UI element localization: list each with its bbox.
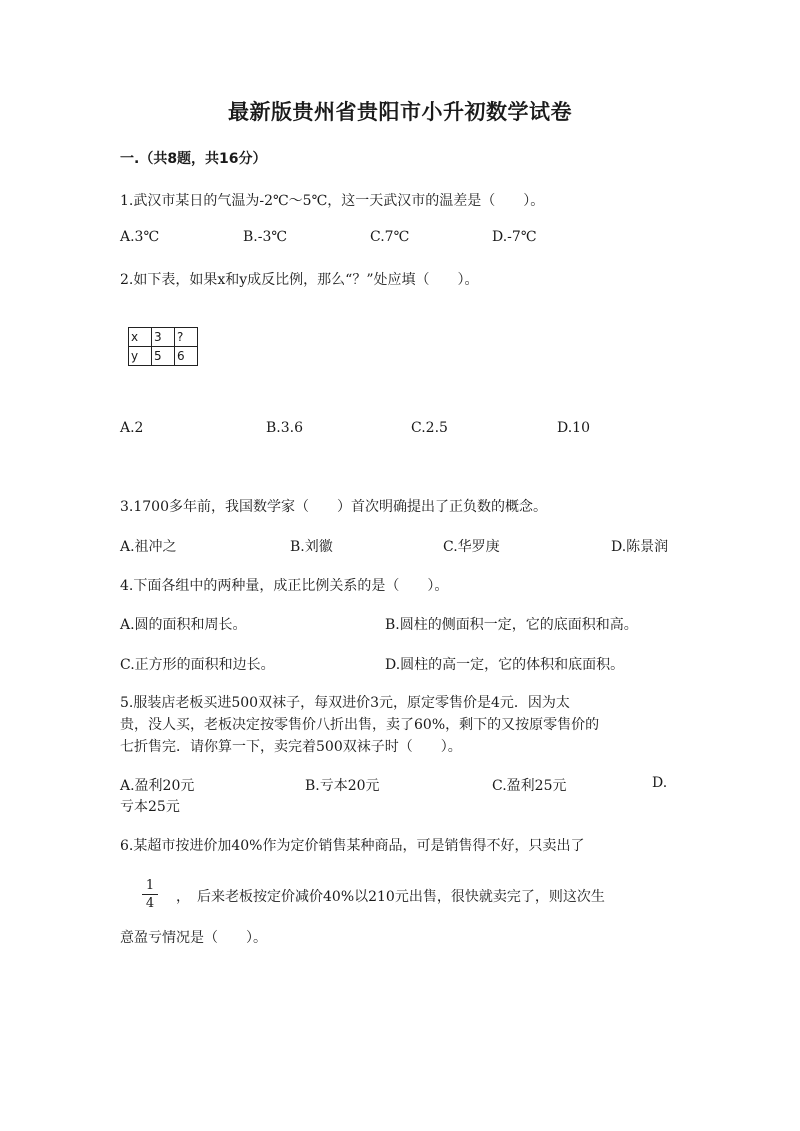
question-5-option-a: A.盈利20元 xyxy=(120,778,195,794)
question-4-option-d: D.圆柱的高一定，它的体积和底面积。 xyxy=(385,657,625,673)
question-4-option-c: C.正方形的面积和边长。 xyxy=(120,657,275,673)
question-2-option-c: C.2.5 xyxy=(411,420,448,436)
question-6-line-2: ， 后来老板按定价减价40%以210元出售，很快就卖完了，则这次生 xyxy=(176,889,605,905)
question-5-option-d-continued: 亏本25元 xyxy=(120,799,180,815)
table-cell: y xyxy=(129,347,152,366)
table-row xyxy=(129,347,198,366)
question-3-option-a: A.祖冲之 xyxy=(120,539,177,555)
question-3-text: 3.1700多年前，我国数学家（ ）首次明确提出了正负数的概念。 xyxy=(120,499,547,515)
question-4-option-a: A.圆的面积和周长。 xyxy=(120,617,247,633)
section-header: 一.（共8题，共16分） xyxy=(120,151,267,167)
question-1-option-c: C.7℃ xyxy=(370,229,410,245)
question-2-option-b: B.3.6 xyxy=(266,420,304,436)
question-5-option-d: D. xyxy=(652,775,668,791)
table-cell: 3 xyxy=(152,328,175,347)
question-5-line-3: 七折售完．请你算一下，卖完着500双袜子时（ ）。 xyxy=(120,739,462,755)
question-2-text: 2.如下表，如果x和y成反比例，那么“？”处应填（ ）。 xyxy=(120,272,479,288)
question-5-line-1: 5.服装店老板买进500双袜子，每双进价3元，原定零售价是4元．因为太 xyxy=(120,695,570,711)
xy-table xyxy=(128,327,198,366)
question-2-option-d: D.10 xyxy=(557,420,590,436)
table-cell: 5 xyxy=(152,347,175,366)
question-3-option-d: D.陈景润 xyxy=(611,539,669,555)
fraction-denominator: 4 xyxy=(145,896,155,911)
fraction-bar xyxy=(142,894,158,895)
question-4-text: 4.下面各组中的两种量，成正比例关系的是（ ）。 xyxy=(120,578,449,594)
question-3-option-c: C.华罗庚 xyxy=(443,539,500,555)
question-5-option-b: B.亏本20元 xyxy=(305,778,380,794)
question-6-line-3: 意盈亏情况是（ ）。 xyxy=(120,930,267,946)
question-4-option-b: B.圆柱的侧面积一定，它的底面积和高。 xyxy=(385,617,638,633)
question-5-line-2: 贵，没人买，老板决定按零售价八折出售，卖了60%，剩下的又按原零售价的 xyxy=(120,717,600,733)
page-title: 最新版贵州省贵阳市小升初数学试卷 xyxy=(228,100,572,124)
question-1-option-a: A.3℃ xyxy=(120,229,160,245)
question-1-option-d: D.-7℃ xyxy=(492,229,537,245)
question-2-option-a: A.2 xyxy=(120,420,144,436)
fraction-one-quarter xyxy=(140,878,160,911)
fraction-numerator: 1 xyxy=(145,878,155,893)
question-6-line-1: 6.某超市按进价加40%作为定价销售某种商品，可是销售得不好，只卖出了 xyxy=(120,838,585,854)
question-1-option-b: B.-3℃ xyxy=(243,229,288,245)
question-3-option-b: B.刘徽 xyxy=(290,539,333,555)
table-cell: ? xyxy=(175,328,198,347)
table-cell: 6 xyxy=(175,347,198,366)
question-1-text: 1.武汉市某日的气温为-2℃～5℃，这一天武汉市的温差是（ ）。 xyxy=(120,193,545,209)
question-5-option-c: C.盈利25元 xyxy=(492,778,567,794)
table-cell: x xyxy=(129,328,152,347)
table-row xyxy=(129,328,198,347)
